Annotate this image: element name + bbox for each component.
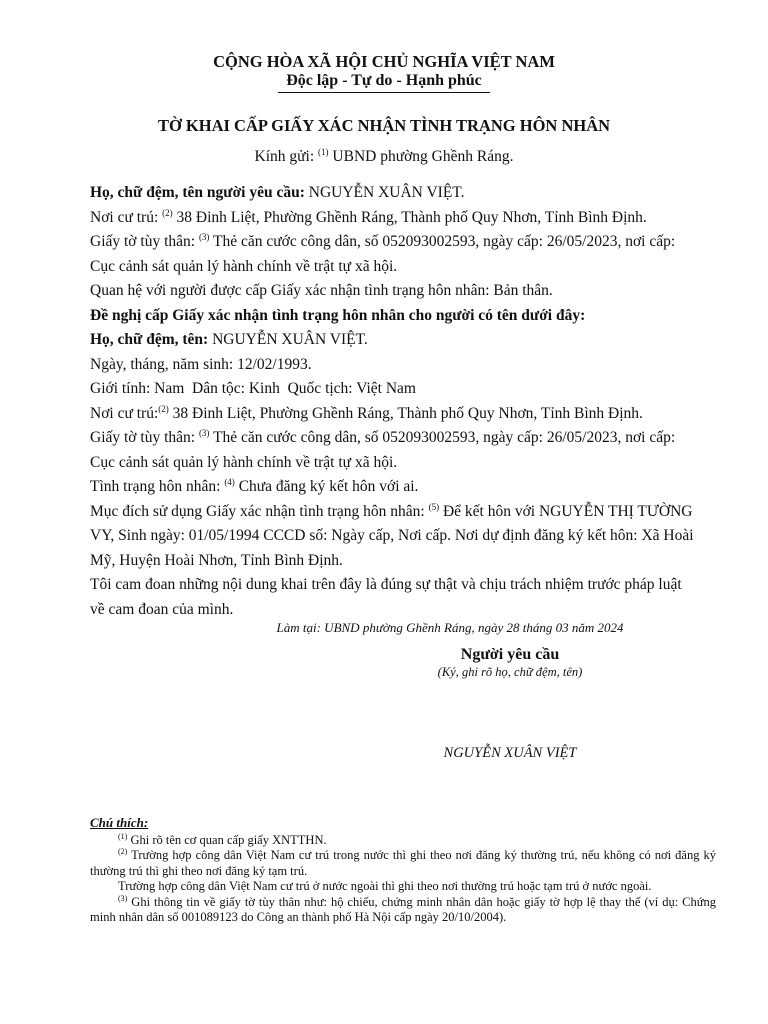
footnote-marker: (4)	[224, 476, 235, 487]
requester-name-label: Họ, chữ đệm, tên người yêu cầu:	[90, 184, 305, 201]
signer-name: NGUYỄN XUÂN VIỆT	[443, 745, 577, 761]
requester-residence-label: Nơi cư trú:	[90, 208, 163, 226]
footnote-text: Trường hợp công dân Việt Nam cư trú trong nước thì ghi theo nơi đăng ký thường trú, nếu không có nơi đăng ký thường trú thì ghi theo nơi đăng ký tạm trú.	[90, 848, 716, 878]
footnote-item	[90, 848, 716, 879]
subject-purpose-value: Để kết hôn với NGUYỄN THỊ TƯỜNG VY, Sinh ngày: 01/05/1994 CCCD số: Ngày cấp, Nơi cấp. Nơi dự định đăng ký kết hôn: Xã Hoài Mỹ, Huyện Hoài Nhơn, Tỉnh Bình Định.	[90, 502, 694, 569]
signer-role: Người yêu cầu	[460, 646, 560, 663]
requester-residence-line	[90, 206, 700, 231]
subject-name-label: Họ, chữ đệm, tên:	[90, 331, 209, 348]
footnote-marker: (3)	[118, 893, 128, 903]
footnote-item	[90, 833, 716, 849]
requester-relation-line: Quan hệ với người được cấp Giấy xác nhận tình trạng hôn nhân: Bản thân.	[90, 282, 553, 299]
form-body	[90, 181, 700, 622]
footnote-marker: (1)	[318, 146, 329, 157]
footnote-text: Trường hợp công dân Việt Nam cư trú ở nước ngoài thì ghi theo nơi thường trú hoặc tạm trú ở nước ngoài.	[118, 879, 652, 893]
addressee-prefix: Kính gửi:	[254, 148, 319, 165]
footnote-text: Ghi rõ tên cơ quan cấp giấy XNTTHN.	[127, 832, 327, 847]
subject-id-value: Thẻ căn cước công dân, số 052093002593, ngày cấp: 26/05/2023, nơi cấp: Cục cảnh sát quản lý hành chính về trật tự xã hội.	[90, 429, 676, 471]
national-motto	[0, 72, 768, 93]
subject-purpose-label: Mục đích sử dụng Giấy xác nhận tình trạng hôn nhân:	[90, 502, 429, 520]
subject-marital-line	[90, 475, 700, 500]
requester-id-line	[90, 230, 700, 279]
footnote-marker: (2)	[158, 403, 169, 414]
signature-instruction: (Ký, ghi rõ họ, chữ đệm, tên)	[437, 665, 583, 679]
requester-id-value: Thẻ căn cước công dân, số 052093002593, ngày cấp: 26/05/2023, nơi cấp: Cục cảnh sát quản lý hành chính về trật tự xã hội.	[90, 233, 676, 275]
addressee-line	[0, 148, 768, 166]
footnote-marker: (3)	[198, 427, 210, 438]
subject-purpose-line	[90, 500, 700, 574]
footnotes-section	[90, 815, 716, 926]
footnote-item	[90, 879, 716, 895]
subject-marital-label: Tình trạng hôn nhân:	[90, 478, 225, 495]
footnotes-title: Chú thích:	[90, 815, 149, 830]
footnote-marker: (5)	[428, 501, 440, 512]
commitment-statement: Tôi cam đoan những nội dung khai trên đây là đúng sự thật và chịu trách nhiệm trước pháp luật về cam đoan của mình.	[90, 576, 682, 618]
request-heading: Đề nghị cấp Giấy xác nhận tình trạng hôn nhân cho người có tên dưới đây:	[90, 306, 586, 324]
place-date-line: Làm tại: UBND phường Ghềnh Ráng, ngày 28 tháng 03 năm 2024	[276, 620, 624, 635]
subject-name-value: NGUYỄN XUÂN VIỆT.	[208, 331, 368, 348]
footnote-marker: (2)	[162, 207, 173, 218]
footnote-marker: (1)	[118, 831, 128, 841]
footnote-marker: (2)	[118, 846, 128, 856]
footnote-text: Ghi thông tin về giấy tờ tùy thân như: hộ chiếu, chứng minh nhân dân hoặc giấy tờ hợp lệ thay thế (ví dụ: Chứng minh nhân dân số 001089123 do Công an thành phố Hà Nội cấp ngày 20/10/2004).	[90, 894, 716, 924]
addressee-value: UBND phường Ghềnh Ráng.	[328, 148, 514, 165]
subject-gender-line: Giới tính: Nam Dân tộc: Kinh Quốc tịch: Việt Nam	[90, 380, 416, 397]
motto-text: Độc lập - Tự do - Hạnh phúc	[278, 72, 490, 93]
subject-name-line	[90, 328, 700, 353]
national-title: CỘNG HÒA XÃ HỘI CHỦ NGHĨA VIỆT NAM	[213, 52, 555, 71]
footnote-marker: (3)	[198, 231, 210, 242]
form-title: TỜ KHAI CẤP GIẤY XÁC NHẬN TÌNH TRẠNG HÔN NHÂN	[157, 116, 611, 135]
requester-id-label: Giấy tờ tùy thân:	[90, 233, 199, 250]
requester-name-line	[90, 181, 700, 206]
footnote-item	[90, 895, 716, 926]
subject-id-label: Giấy tờ tùy thân:	[90, 429, 199, 446]
subject-residence-line	[90, 402, 700, 427]
requester-name-value: NGUYỄN XUÂN VIỆT.	[304, 184, 465, 201]
subject-residence-value: 38 Đinh Liệt, Phường Ghềnh Ráng, Thành phố Quy Nhơn, Tỉnh Bình Định.	[168, 404, 643, 422]
subject-residence-label: Nơi cư trú:	[90, 404, 159, 422]
subject-marital-value: Chưa đăng ký kết hôn với ai.	[234, 478, 419, 495]
subject-id-line	[90, 426, 700, 475]
requester-residence-value: 38 Đinh Liệt, Phường Ghềnh Ráng, Thành phố Quy Nhơn, Tỉnh Bình Định.	[172, 208, 647, 226]
subject-dob-line: Ngày, tháng, năm sinh: 12/02/1993.	[90, 355, 312, 373]
